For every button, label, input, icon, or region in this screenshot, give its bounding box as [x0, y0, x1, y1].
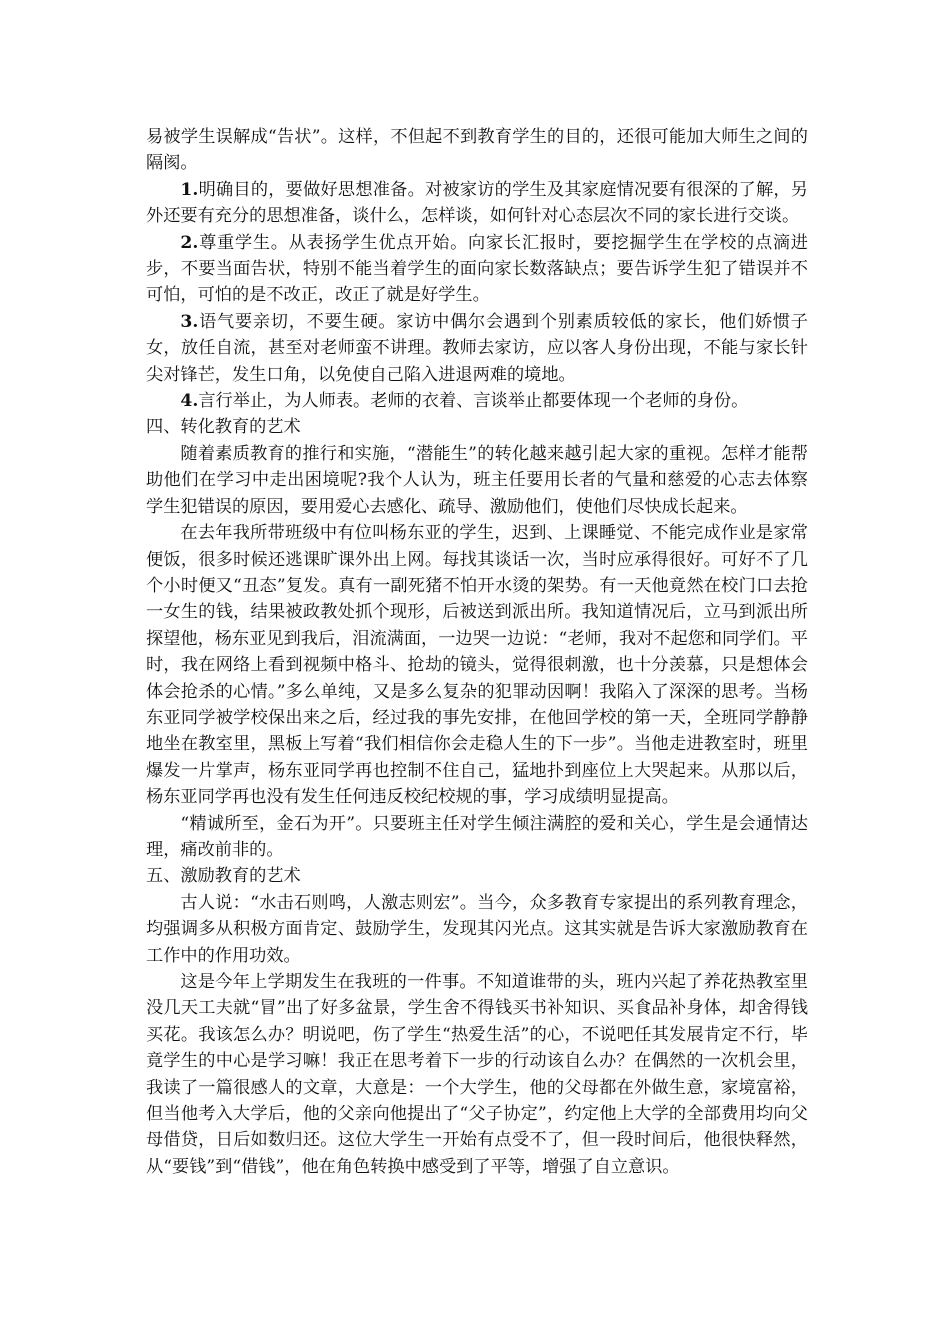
body-paragraph: 古人说：“水击石则鸣，人激志则宏”。当今，众多教育专家提出的系列教育理念，均强调多从积极方面肯定、鼓励学生，发现其闪光点。这其实就是告诉大家激励教育在工作中的作用功效。: [146, 892, 808, 966]
numbered-item-3: [146, 309, 808, 388]
item-number: 1.: [180, 179, 199, 200]
item-number: 3.: [180, 311, 199, 332]
item-text: 语气要亲切，不要生硬。家访中偶尔会遇到个别素质较低的家长，他们娇惯子女，放任自流，甚至对老师蛮不讲理。教师去家访，应以客人身份出现，不能与家长针尖对锋芒，发生口角，以免使自己陷入进退两难的境地。: [146, 311, 808, 385]
body-paragraph: “精诚所至，金石为开”。只要班主任对学生倾注满腔的爱和关心，学生是会通情达理，痛改前非的。: [146, 813, 808, 860]
numbered-item-1: [146, 177, 808, 230]
item-number: 4.: [180, 391, 199, 412]
body-paragraph: 在去年我所带班级中有位叫杨东亚的学生，迟到、上课睡觉、不能完成作业是家常便饭，很多时候还逃课旷课外出上网。每找其谈话一次，当时应承得很好。可好不了几个小时便又“丑态”复发。真有一副死猪不怕开水烫的架势。有一天他竟然在校门口去抢一女生的钱，结果被政教处抓个现形，后被送到派出所。我知道情况后，立马到派出所探望他，杨东亚见到我后，泪流满面，一边哭一边说：“老师，我对不起您和同学们。平时，我在网络上看到视频中格斗、抢劫的镜头，觉得很刺激，也十分羡慕，只是想体会体会抢杀的心情。”多么单纯，又是多么复杂的犯罪动因啊！我陷入了深深的思考。当杨东亚同学被学校保出来之后，经过我的事先安排，在他回学校的第一天，全班同学静静地坐在教室里，黑板上写着“我们相信你会走稳人生的下一步”。当他走进教室时，班里爆发一片掌声，杨东亚同学再也控制不住自己，猛地扑到座位上大哭起来。从那以后，杨东亚同学再也没有发生任何违反校纪校规的事，学习成绩明显提高。: [146, 523, 808, 808]
paragraph-continuation: 易被学生误解成“告状”。这样，不但起不到教育学生的目的，还很可能加大师生之间的隔阂。: [146, 127, 808, 174]
item-text: 言行举止，为人师表。老师的衣着、言谈举止都要体现一个老师的身份。: [198, 391, 749, 412]
item-number: 2.: [180, 232, 199, 253]
body-paragraph: 随着素质教育的推行和实施，“潜能生”的转化越来越引起大家的重视。怎样才能帮助他们在学习中走出困境呢?我个人认为，班主任要用长者的气量和慈爱的心志去体察学生犯错误的原因，要用爱心去感化、疏导、激励他们，使他们尽快成长起来。: [146, 443, 808, 517]
item-text: 尊重学生。从表扬学生优点开始。向家长汇报时，要挖掘学生在学校的点滴进步，不要当面告状，特别不能当着学生的面向家长数落缺点；要告诉学生犯了错误并不可怕，可怕的是不改正，改正了就是好学生。: [146, 232, 808, 306]
document-page: [146, 124, 808, 1180]
body-paragraph: 这是今年上学期发生在我班的一件事。不知道谁带的头，班内兴起了养花热教室里没几天工夫就“冒”出了好多盆景，学生舍不得钱买书补知识、买食品补身体，却舍得钱买花。我该怎么办？明说吧，伤了学生“热爱生活”的心，不说吧任其发展肯定不行，毕竟学生的中心是学习嘛！我正在思考着下一步的行动该自么办？在偶然的一次机会里，我读了一篇很感人的文章，大意是：一个大学生，他的父母都在外做生意，家境富裕，但当他考入大学后，他的父亲向他提出了“父子协定”，约定他上大学的全部费用均向父母借贷，日后如数归还。这位大学生一开始有点受不了，但一段时间后，他很快释然，从“要钱”到“借钱”，他在角色转换中感受到了平等，增强了自立意识。: [146, 972, 808, 1177]
section-heading-4: 四、转化教育的艺术: [146, 417, 301, 438]
numbered-item-4: [146, 388, 808, 414]
item-text: 明确目的，要做好思想准备。对被家访的学生及其家庭情况要有很深的了解，另外还要有充分的思想准备，谈什么，怎样谈，如何针对心态层次不同的家长进行交谈。: [146, 179, 808, 227]
numbered-item-2: [146, 230, 808, 309]
section-heading-5: 五、激励教育的艺术: [146, 866, 301, 887]
